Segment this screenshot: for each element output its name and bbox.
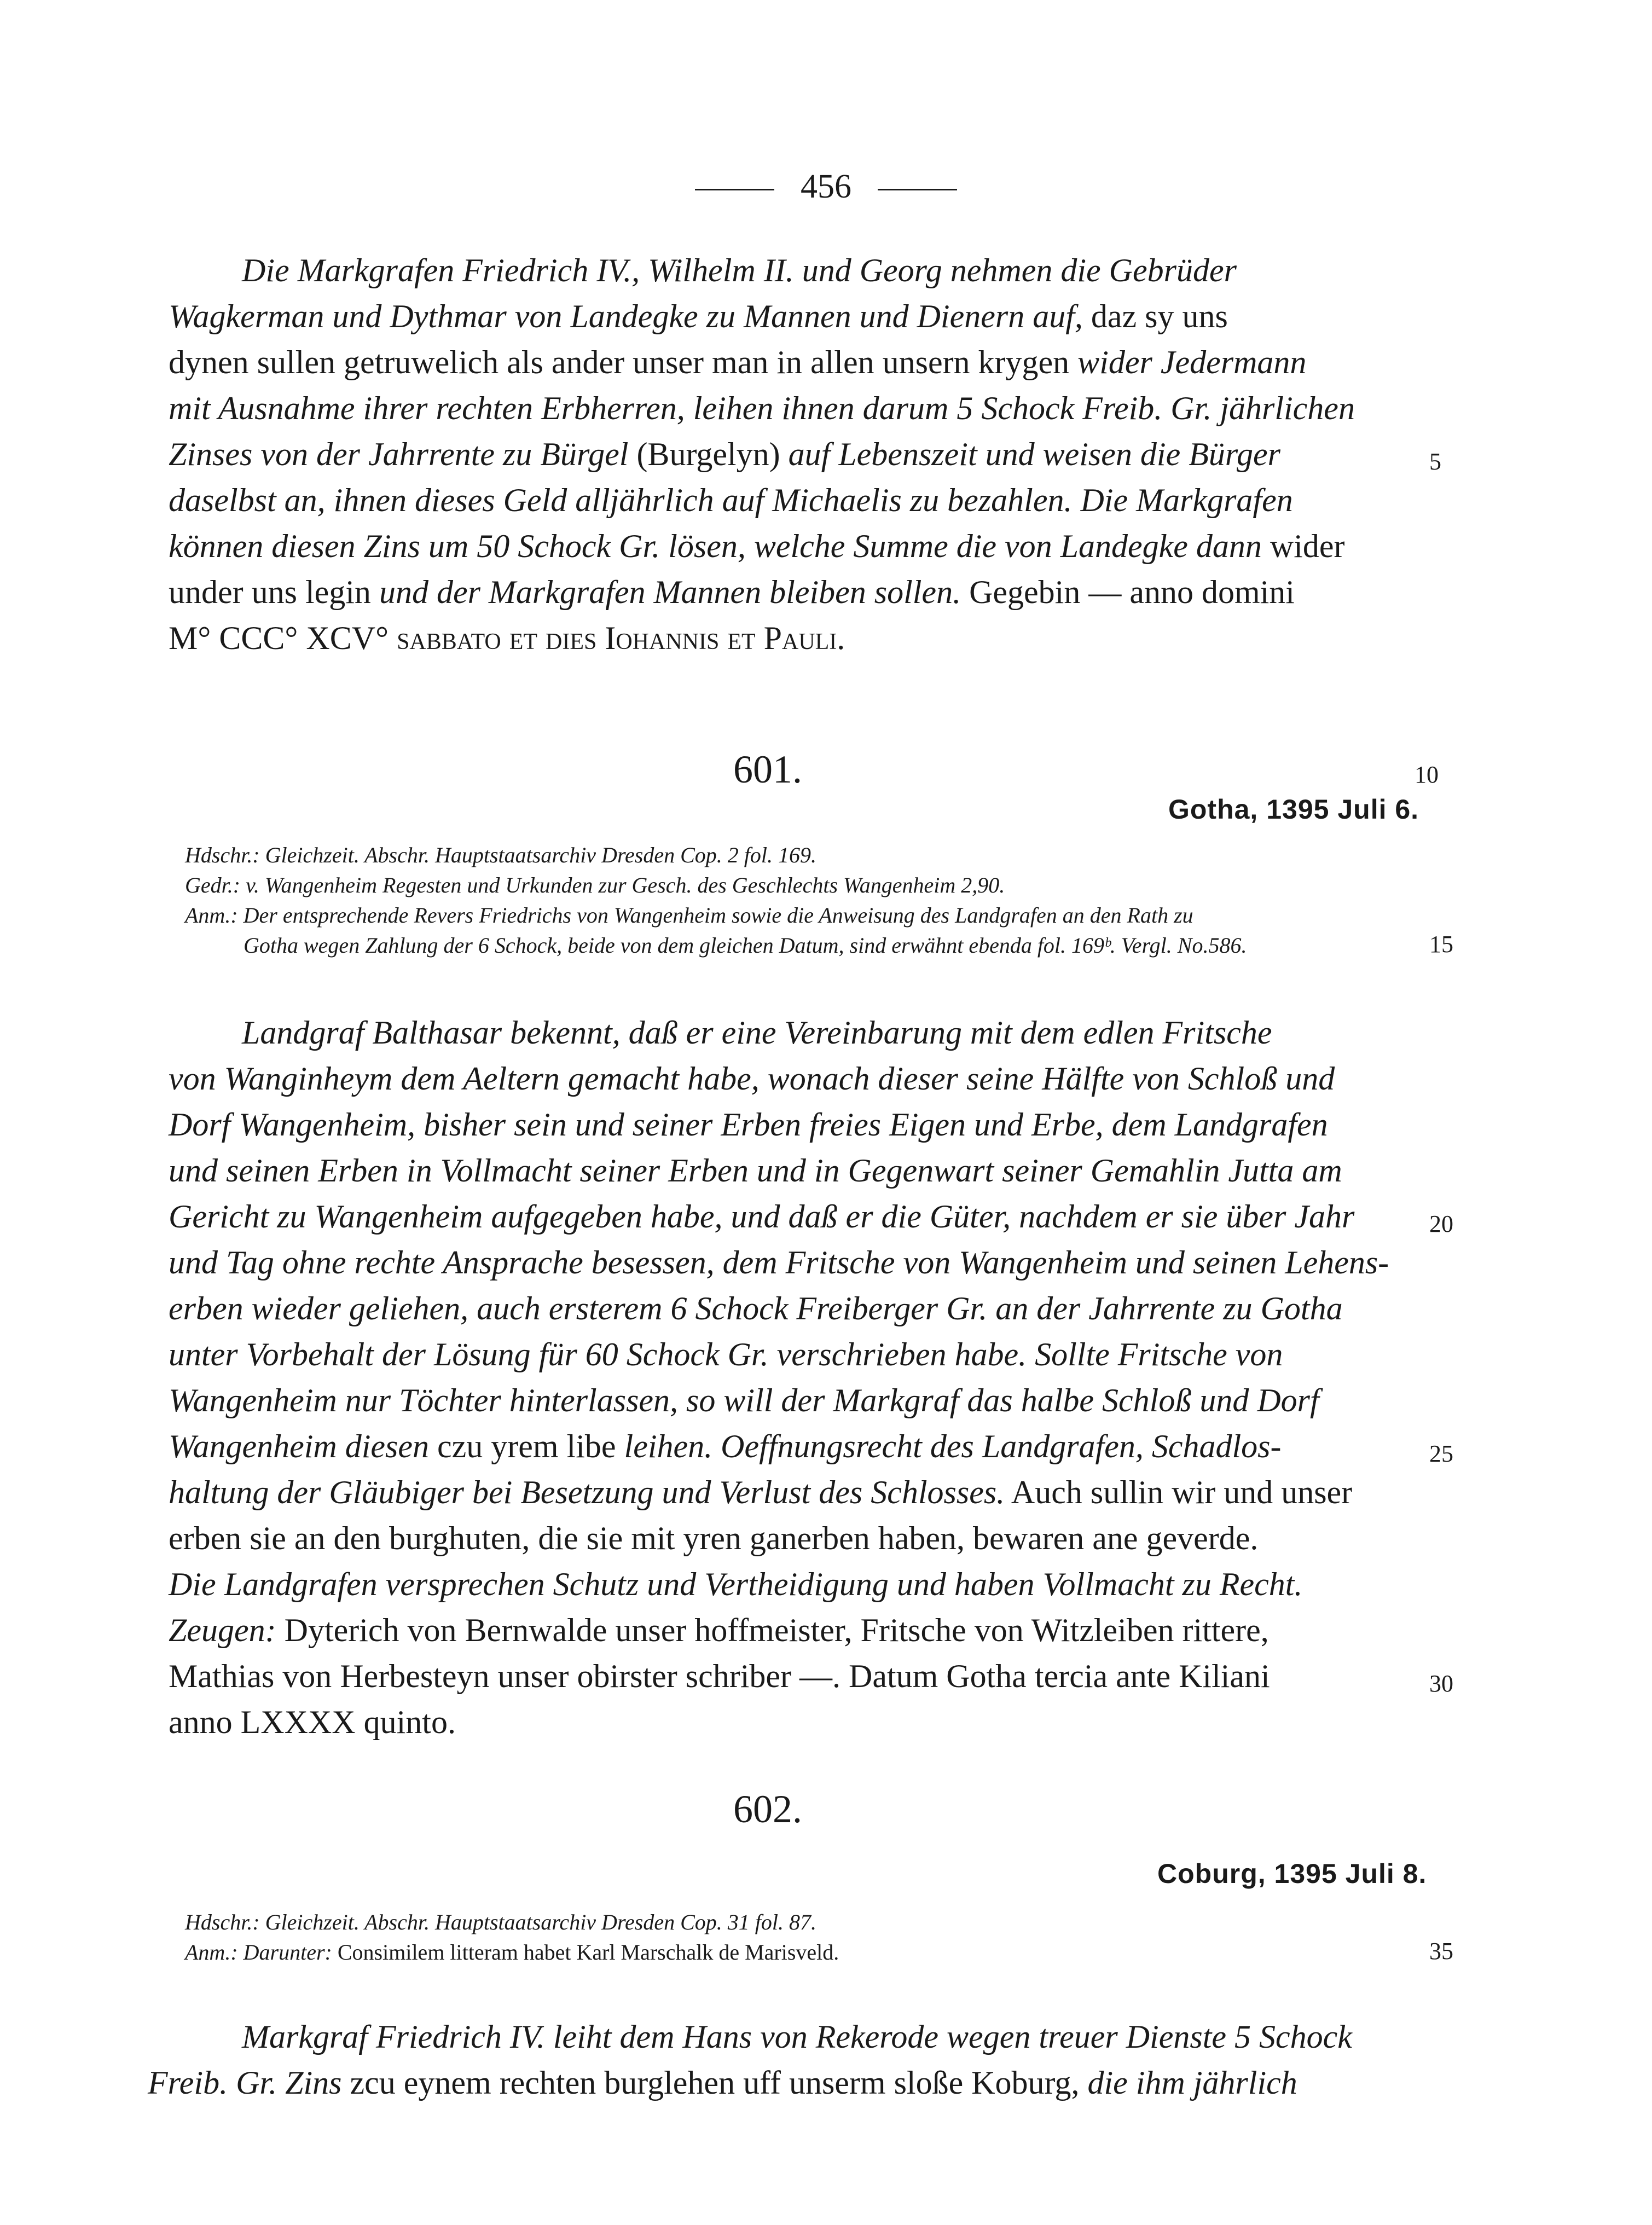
text-line: Wagkerman und Dythmar von Landegke zu Mannen und Dienern auf, daz sy uns xyxy=(169,298,1228,334)
text-line: können diesen Zins um 50 Schock Gr. lösen, welche Summe die von Landegke dann wider xyxy=(169,528,1345,564)
text-line: Freib. Gr. Zins zcu eynem rechten burglehen uff unserm sloße Koburg, die ihm jährlich xyxy=(148,2065,1297,2101)
place-date-601: Gotha, 1395 Juli 6. xyxy=(1168,794,1419,825)
note-line: Anm.: Der entsprechende Revers Friedrichs von Wangenheim sowie die Anweisung des Landgrafen an den Rath zu xyxy=(185,903,1193,928)
text-line: M° CCC° XCV° sabbato et dies Iohannis et Pauli. xyxy=(169,620,845,656)
text-line: under uns legin und der Markgrafen Mannen bleiben sollen. Gegebin — anno domini xyxy=(169,574,1295,610)
note-line: Anm.: Darunter: Consimilem litteram habet Karl Marschalk de Marisveld. xyxy=(185,1940,839,1965)
line-number: 5 xyxy=(1429,448,1441,475)
line-number: 25 xyxy=(1429,1440,1453,1467)
text-line: daselbst an, ihnen dieses Geld alljährlich auf Michaelis zu bezahlen. Die Markgrafen xyxy=(169,482,1293,518)
text-line: Die Landgrafen versprechen Schutz und Vertheidigung und haben Vollmacht zu Recht. xyxy=(169,1566,1303,1602)
note-line: Gotha wegen Zahlung der 6 Schock, beide von dem gleichen Datum, sind erwähnt ebenda fol. 169ᵇ. Vergl. No.586. xyxy=(244,933,1247,958)
text-line: Mathias von Herbesteyn unser obirster schriber —. Datum Gotha tercia ante Kiliani xyxy=(169,1658,1270,1694)
header-rule-right xyxy=(878,189,957,190)
header-rule-left xyxy=(695,189,774,190)
text-line: Die Markgrafen Friedrich IV., Wilhelm II. und Georg nehmen die Gebrüder xyxy=(242,252,1237,288)
text-line: dynen sullen getruwelich als ander unser man in allen unsern krygen wider Jedermann xyxy=(169,344,1307,380)
text-line: mit Ausnahme ihrer rechten Erbherren, leihen ihnen darum 5 Schock Freib. Gr. jährlichen xyxy=(169,390,1355,426)
note-line: Hdschr.: Gleichzeit. Abschr. Hauptstaatsarchiv Dresden Cop. 2 fol. 169. xyxy=(185,843,817,867)
line-number: 15 xyxy=(1429,931,1453,958)
line-number: 20 xyxy=(1429,1210,1453,1237)
text-line: von Wanginheym dem Aeltern gemacht habe, wonach dieser seine Hälfte von Schloß und xyxy=(169,1061,1335,1097)
text-line: Gericht zu Wangenheim aufgegeben habe, und daß er die Güter, nachdem er sie über Jahr xyxy=(169,1198,1355,1235)
page-number: 456 xyxy=(0,167,1652,206)
document-number-602: 602. xyxy=(733,1787,802,1831)
text-line: Wangenheim nur Töchter hinterlassen, so will der Markgraf das halbe Schloß und Dorf xyxy=(169,1382,1319,1418)
text-line: haltung der Gläubiger bei Besetzung und Verlust des Schlosses. Auch sullin wir und unser xyxy=(169,1474,1353,1510)
text-line: Wangenheim diesen czu yrem libe leihen. Oeffnungsrecht des Landgrafen, Schadlos- xyxy=(169,1428,1282,1464)
text-line: und seinen Erben in Vollmacht seiner Erben und in Gegenwart seiner Gemahlin Jutta am xyxy=(169,1152,1342,1189)
text-line: Markgraf Friedrich IV. leiht dem Hans von Rekerode wegen treuer Dienste 5 Schock xyxy=(242,2019,1352,2055)
text-line: Zeugen: Dyterich von Bernwalde unser hoffmeister, Fritsche von Witzleiben rittere, xyxy=(169,1612,1269,1648)
line-number: 30 xyxy=(1429,1670,1453,1697)
place-date-602: Coburg, 1395 Juli 8. xyxy=(1157,1858,1427,1889)
note-line: Hdschr.: Gleichzeit. Abschr. Hauptstaatsarchiv Dresden Cop. 31 fol. 87. xyxy=(185,1910,817,1934)
text-line: erben wieder geliehen, auch ersterem 6 Schock Freiberger Gr. an der Jahrrente zu Gotha xyxy=(169,1290,1343,1326)
text-line: und Tag ohne rechte Ansprache besessen, dem Fritsche von Wangenheim und seinen Lehens- xyxy=(169,1244,1389,1280)
line-number: 35 xyxy=(1429,1938,1453,1965)
note-line: Gedr.: v. Wangenheim Regesten und Urkunden zur Gesch. des Geschlechts Wangenheim 2,90. xyxy=(185,873,1005,897)
line-number: 10 xyxy=(1415,761,1439,788)
text-line: anno LXXXX quinto. xyxy=(169,1704,456,1740)
text-line: Landgraf Balthasar bekennt, daß er eine Vereinbarung mit dem edlen Fritsche xyxy=(242,1015,1272,1051)
text-line: Zinses von der Jahrrente zu Bürgel (Burgelyn) auf Lebenszeit und weisen die Bürger xyxy=(169,436,1280,472)
text-line: erben sie an den burghuten, die sie mit yren ganerben haben, bewaren ane geverde. xyxy=(169,1520,1259,1556)
text-line: unter Vorbehalt der Lösung für 60 Schock Gr. verschrieben habe. Sollte Fritsche von xyxy=(169,1336,1283,1372)
text-line: Dorf Wangenheim, bisher sein und seiner Erben freies Eigen und Erbe, dem Landgrafen xyxy=(169,1106,1328,1143)
document-number-601: 601. xyxy=(733,748,802,791)
